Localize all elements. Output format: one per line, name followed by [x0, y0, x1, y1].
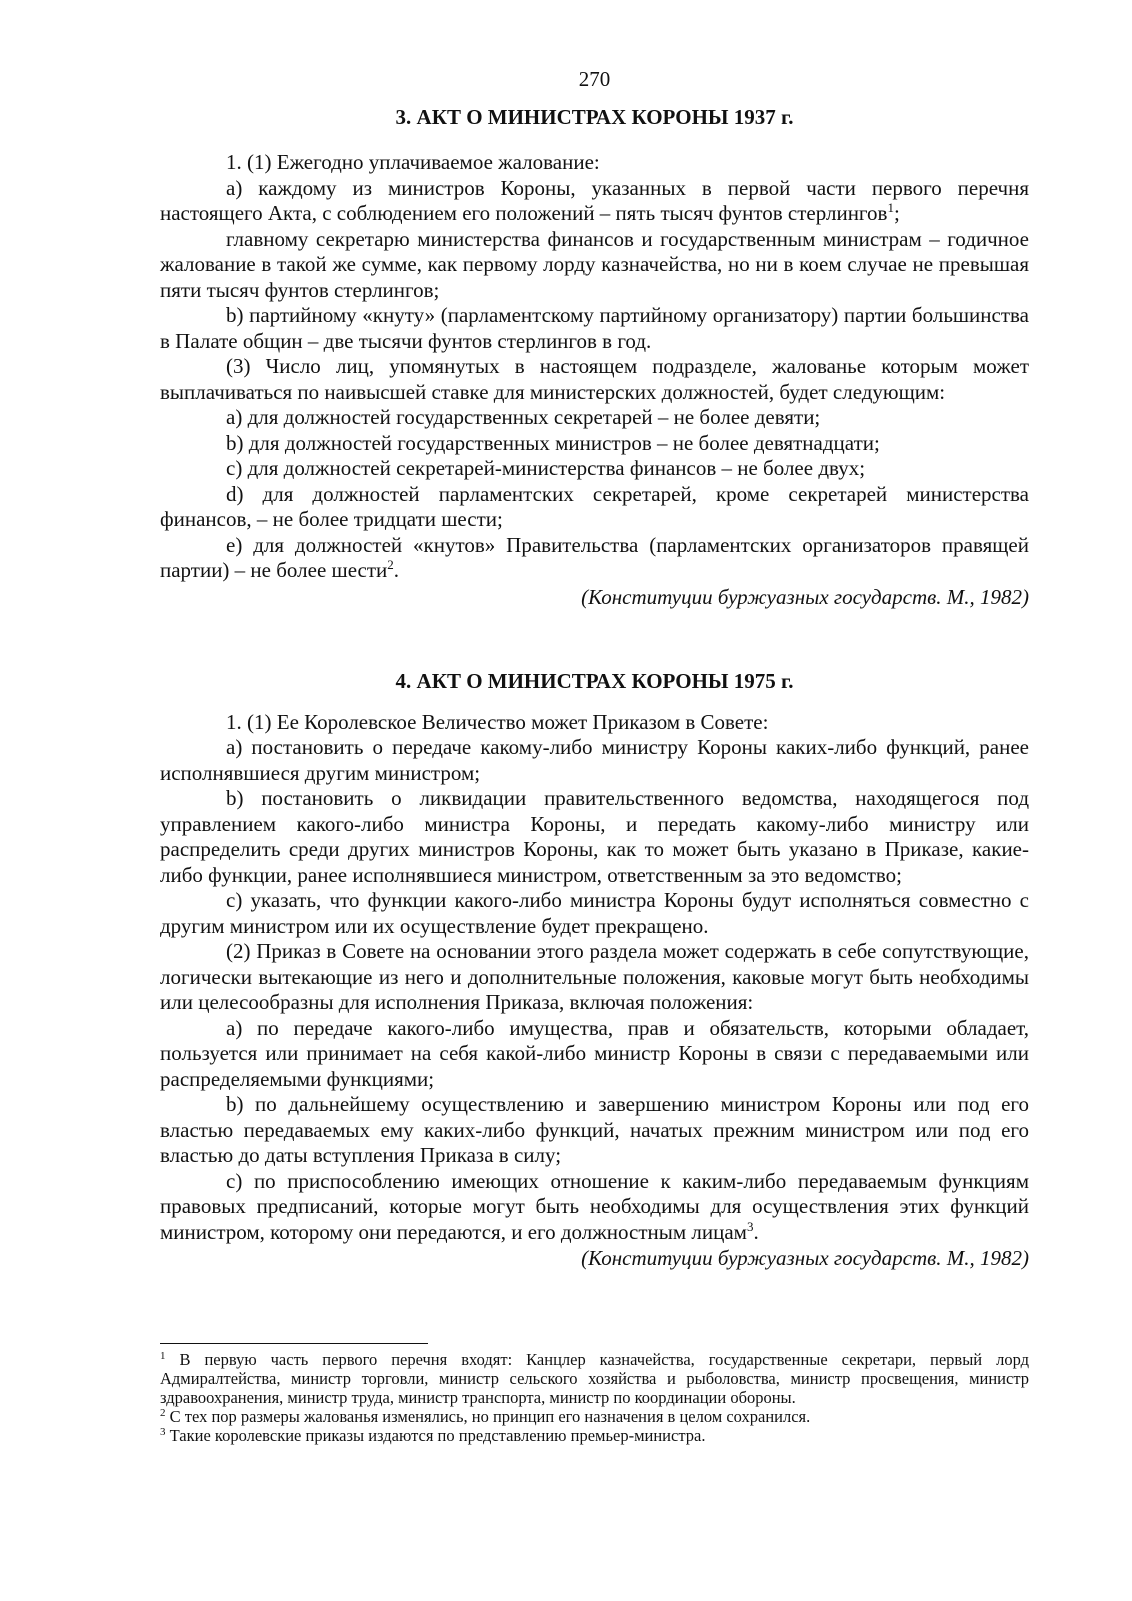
paragraph: b) для должностей государственных министров – не более девятнадцати;	[226, 430, 880, 455]
footnote-number: 1	[160, 1350, 166, 1362]
source-citation: (Конституции буржуазных государств. М., 1982)	[581, 1246, 1029, 1270]
section-heading-1937: 3. АКТ О МИНИСТРАХ КОРОНЫ 1937 г.	[395, 105, 794, 129]
footnote-text: С тех пор размеры жалованья изменялись, но принцип его назначения в целом сохранился.	[169, 1407, 811, 1426]
paragraph	[160, 1169, 1029, 1246]
paragraph: а) по передаче какого-либо имущества, прав и обязательств, которыми обладает, пользуется или принимает на себя какой-либо министр Короны в связи с передаваемыми или распределяемыми функциями;	[160, 1015, 1029, 1091]
paragraph: а) для должностей государственных секретарей – не более девяти;	[226, 405, 821, 429]
footnote-number: 2	[160, 1407, 166, 1419]
paragraph: 1. (1) Ежегодно уплачиваемое жалование:	[226, 150, 600, 174]
footnote-ref: 3	[746, 1218, 754, 1234]
paragraph: 1. (1) Ее Королевское Величество может Приказом в Совете:	[226, 709, 769, 734]
footnote-ref: 1	[887, 200, 894, 215]
paragraph: c) указать, что функции какого-либо министра Короны будут исполняться совместно с другим министром или их осуществление будет прекращено.	[160, 888, 1029, 938]
footnote-divider	[160, 1343, 428, 1344]
footnote-ref: 2	[387, 557, 394, 572]
footnote-text: В первую часть первого перечня входят: Канцлер казначейства, государственные секретари, первый лорд Адмиралтейства, министр торговли, министр сельского хозяйства и рыболовства, министр просвещения, министр здравоохранения, министр труда, министр транспорта, министр по координации обороны.	[160, 1350, 1029, 1407]
section-act-1975	[160, 666, 1029, 1272]
paragraph-tail: .	[753, 1219, 759, 1244]
paragraph: d) для должностей парламентских секретарей, кроме секретарей министерства финансов, – не более тридцати шести;	[160, 481, 1029, 531]
footnote-2	[160, 1407, 1029, 1426]
paragraph: b) партийному «кнуту» (парламентскому партийному организатору) партии большинства в Палате общин – две тысячи фунтов стерлингов в год.	[160, 303, 1029, 353]
source-citation: (Конституции буржуазных государств. М., 1982)	[581, 584, 1029, 609]
paragraph: главному секретарю министерства финансов и государственным министрам – годичное жалование в такой же сумме, как первому лорду казначейства, но ни в коем случае не превышая пяти тысяч фунтов стерлингов;	[160, 226, 1029, 302]
paragraph-text: а) каждому из министров Короны, указанных в первой части первого перечня настоящего Акта, с соблюдением его положений – пять тысяч фунтов стерлингов	[160, 175, 1029, 225]
paragraph-tail: ;	[893, 201, 900, 225]
footnote-3	[160, 1426, 1029, 1445]
footnote-number: 3	[160, 1426, 166, 1438]
section-heading-1975: 4. АКТ О МИНИСТРАХ КОРОНЫ 1975 г.	[395, 668, 794, 693]
paragraph	[160, 176, 1029, 227]
footnote-text: Такие королевские приказы издаются по представлению премьер-министра.	[169, 1426, 706, 1445]
paragraph: c) для должностей секретарей-министерства финансов – не более двух;	[226, 456, 866, 480]
paragraph: а) постановить о передаче какому-либо министру Короны каких-либо функций, ранее исполнявшиеся другим министром;	[160, 735, 1029, 785]
paragraph: b) по дальнейшему осуществлению и завершению министром Короны или под его властью передаваемых ему каких-либо функций, начатых прежним министром или под его властью до даты вступления Приказа в силу;	[160, 1092, 1029, 1167]
document-page	[160, 64, 1029, 1271]
footnotes	[160, 1350, 1029, 1445]
paragraph: (3) Число лиц, упомянутых в настоящем подразделе, жалованье которым может выплачиваться по наивысшей ставке для министерских должностей, будет следующим:	[160, 354, 1029, 404]
paragraph-text: c) по приспособлению имеющих отношение к каким-либо передаваемым функциям правовых предписаний, которые могут быть необходимы для осуществления этих функций министром, которому они передаются, и его должностным лицам	[160, 1168, 1029, 1244]
paragraph: (2) Приказ в Совете на основании этого раздела может содержать в себе сопутствующие, логически вытекающие из него и дополнительные положения, каковые могут быть необходимы или целесообразны для исполнения Приказа, включая положения:	[160, 939, 1029, 1014]
footnote-1	[160, 1350, 1029, 1407]
paragraph-text: e) для должностей «кнутов» Правительства (парламентских организаторов правящей партии) – не более шести	[160, 532, 1029, 582]
page-number: 270	[578, 67, 611, 91]
paragraph-tail: .	[393, 558, 400, 582]
paragraph: b) постановить о ликвидации правительственного ведомства, находящегося под управлением какого-либо министра Короны, и передать какому-либо министру или распределить среди других министров Короны, как то может быть указано в Приказе, какие-либо функции, ранее исполнявшиеся министром, ответственным за это ведомство;	[160, 786, 1029, 887]
paragraph	[160, 533, 1029, 584]
section-act-1937	[160, 102, 1029, 610]
